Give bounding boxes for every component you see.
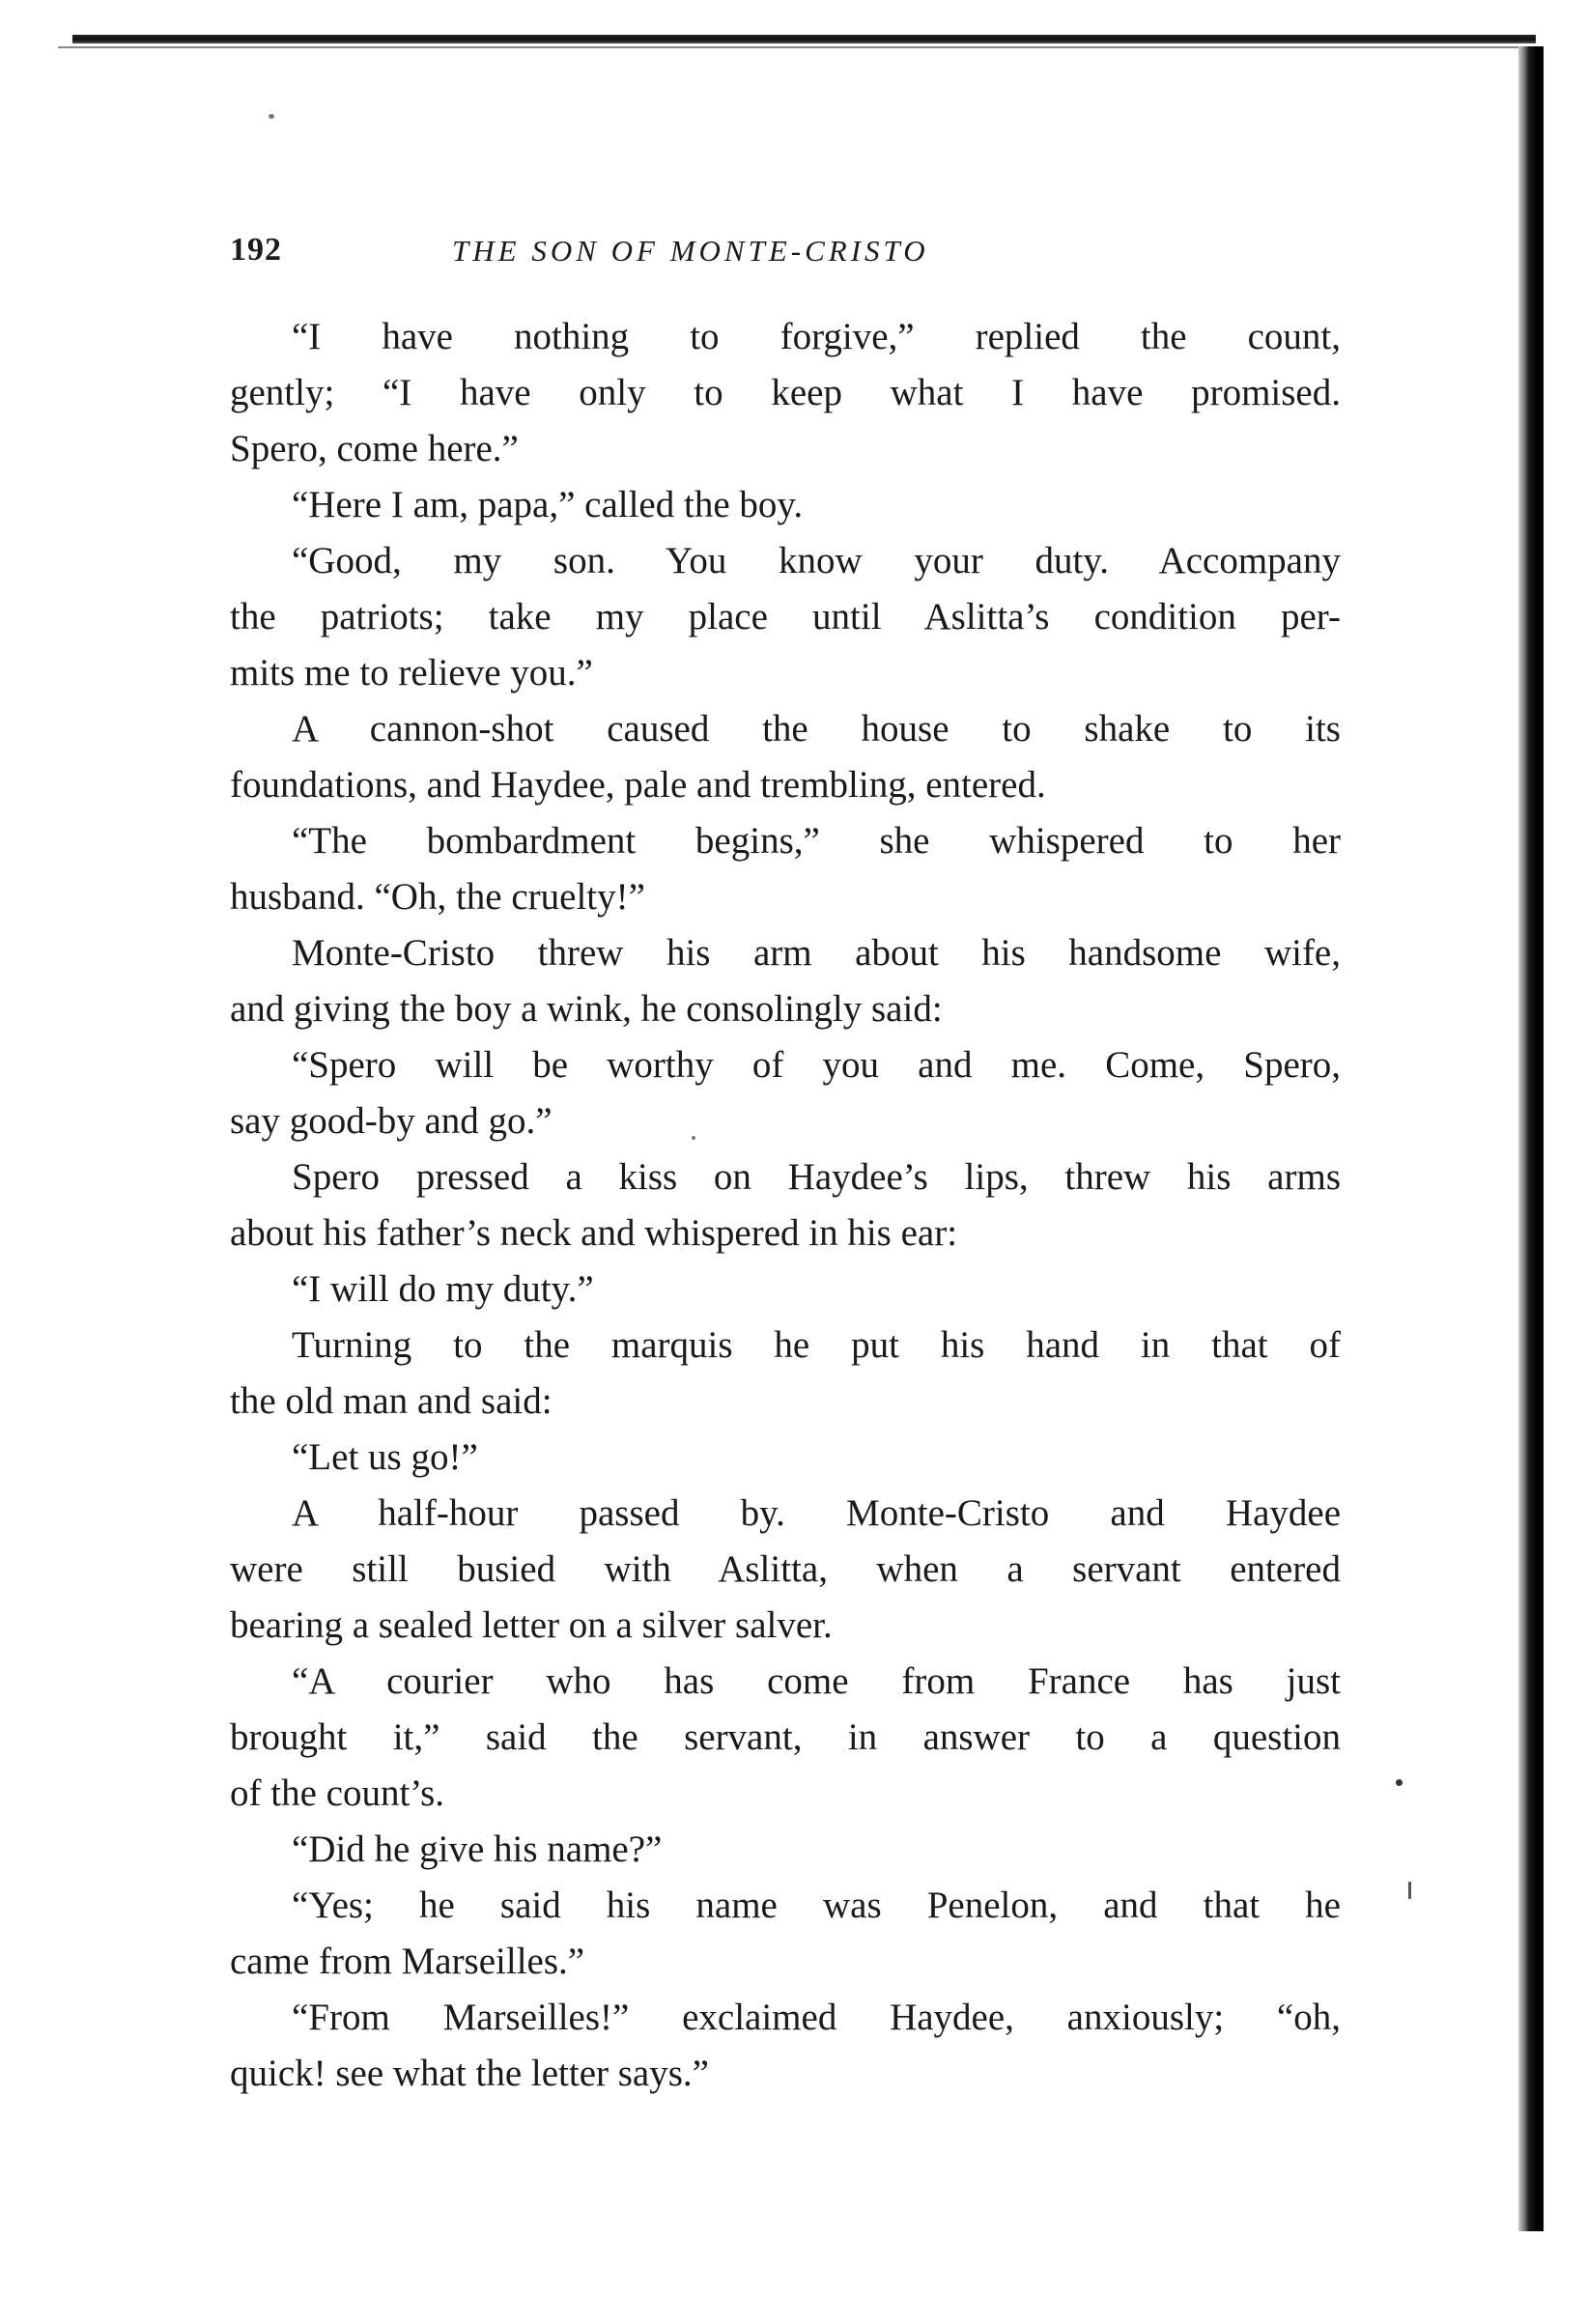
running-title: THE SON OF MONTE-CRISTO — [452, 234, 929, 268]
book-spine-shadow — [1518, 46, 1538, 2231]
text-line: Turning to the marquis he put his hand in that of — [292, 1324, 1341, 1366]
text-line: “The bombardment begins,” she whispered to her — [292, 820, 1341, 862]
text-line: the old man and said: — [230, 1380, 553, 1422]
text-line: gently; “I have only to keep what I have promised. — [230, 372, 1341, 413]
text-line: husband. “Oh, the cruelty!” — [230, 876, 645, 918]
text-line: bearing a sealed letter on a silver salver. — [230, 1604, 833, 1646]
text-line: brought it,” said the servant, in answer to a question — [230, 1716, 1341, 1758]
speck — [1396, 1779, 1403, 1786]
text-line: quick! see what the letter says.” — [230, 2053, 709, 2094]
text-line: A cannon-shot caused the house to shake to its — [292, 708, 1341, 750]
text-line: the patriots; take my place until Aslitta’s condition per- — [230, 596, 1341, 638]
speck — [1408, 1882, 1411, 1899]
text-line: foundations, and Haydee, pale and trembling, entered. — [230, 764, 1046, 806]
text-line: A half-hour passed by. Monte-Cristo and Haydee — [292, 1492, 1341, 1534]
text-line: “Good, my son. You know your duty. Accompany — [292, 540, 1341, 581]
text-line: “I have nothing to forgive,” replied the count, — [292, 316, 1341, 357]
text-line: “Let us go!” — [292, 1436, 478, 1478]
text-line: mits me to relieve you.” — [230, 652, 593, 694]
text-line: Spero, come here.” — [230, 428, 519, 469]
book-spine-edge — [1536, 46, 1544, 2231]
text-line: “Spero will be worthy of you and me. Come, Spero, — [292, 1044, 1341, 1086]
top-rule-shadow — [58, 46, 1526, 48]
page-number: 192 — [230, 232, 282, 268]
text-line: of the count’s. — [230, 1772, 445, 1814]
text-line: “I will do my duty.” — [292, 1268, 594, 1310]
speck — [269, 114, 274, 119]
text-line: were still busied with Aslitta, when a servant entered — [230, 1548, 1341, 1590]
text-line: “Here I am, papa,” called the boy. — [292, 484, 804, 525]
text-line: “A courier who has come from France has just — [292, 1660, 1341, 1702]
text-line: and giving the boy a wink, he consolingly said: — [230, 988, 943, 1030]
text-line: “Yes; he said his name was Penelon, and that he — [292, 1885, 1341, 1926]
page-header — [230, 232, 1341, 290]
text-line: “From Marseilles!” exclaimed Haydee, anxiously; “oh, — [292, 1997, 1341, 2038]
top-rule — [72, 35, 1536, 43]
text-line: say good-by and go.” — [230, 1100, 553, 1142]
body-text — [230, 309, 1341, 2102]
text-line: Spero pressed a kiss on Haydee’s lips, threw his arms — [292, 1156, 1341, 1198]
text-line: Monte-Cristo threw his arm about his handsome wife, — [292, 932, 1341, 974]
text-line: came from Marseilles.” — [230, 1941, 585, 1982]
text-line: “Did he give his name?” — [292, 1828, 663, 1870]
text-line: about his father’s neck and whispered in his ear: — [230, 1212, 958, 1254]
